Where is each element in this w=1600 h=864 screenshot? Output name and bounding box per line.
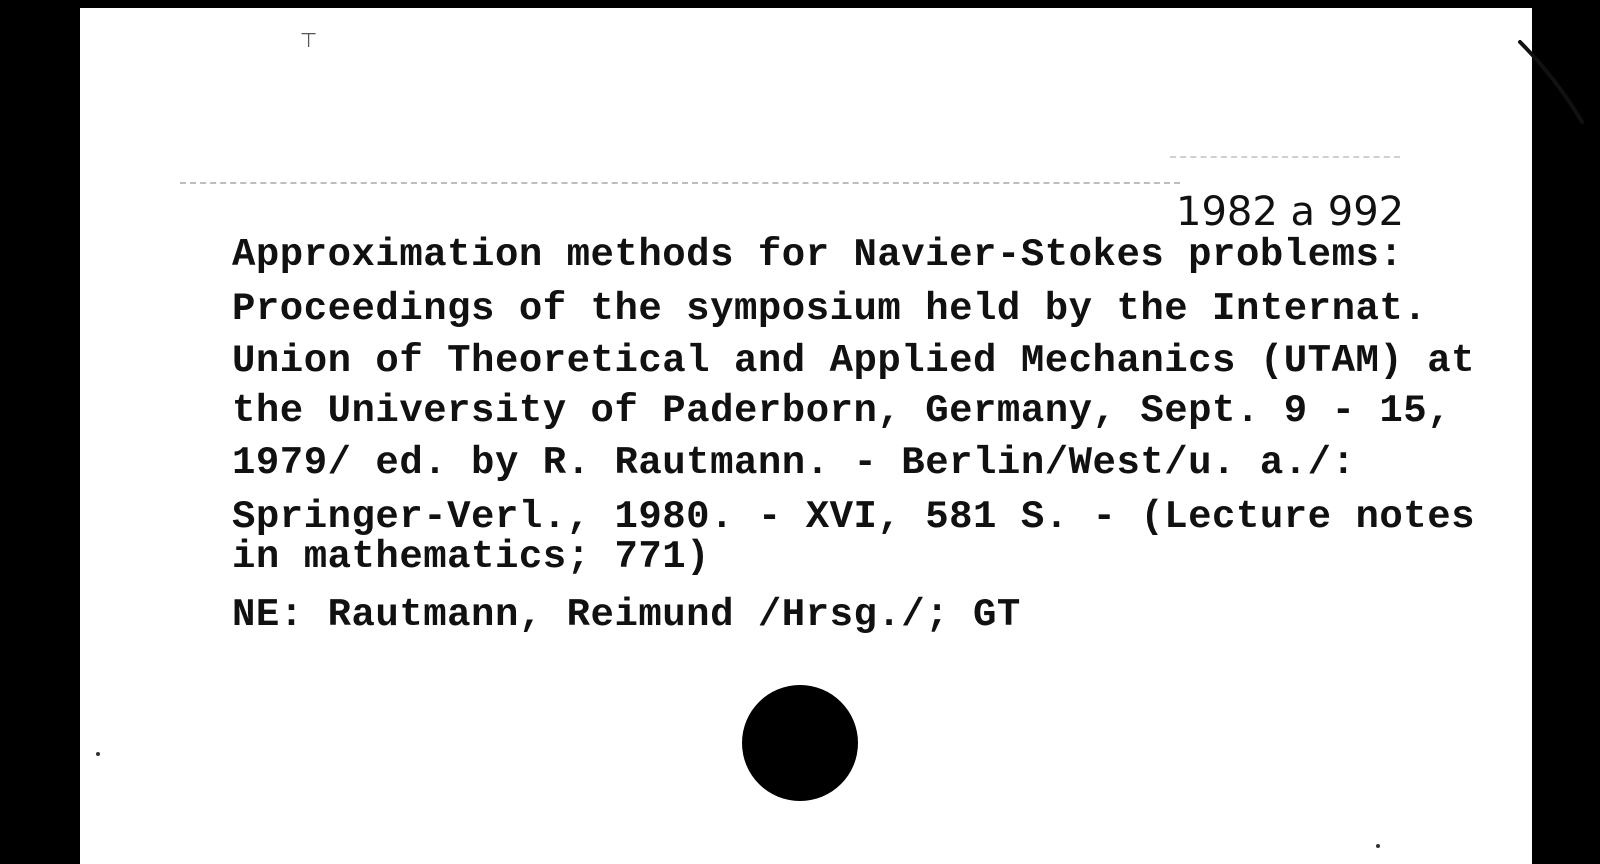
entry-line: Springer-Verl., 1980. - XVI, 581 S. - (Lecture notes <box>232 495 1475 539</box>
entry-line: Union of Theoretical and Applied Mechanics (UTAM) at <box>232 339 1475 383</box>
call-number: 1982 a 992 <box>1176 189 1405 235</box>
entry-line: 1979/ ed. by R. Rautmann. - Berlin/West/u. a./: <box>232 441 1356 485</box>
faint-ruled-line <box>180 182 1180 184</box>
added-entry: NE: Rautmann, Reimund /Hrsg./; GT <box>232 593 1021 637</box>
entry-line: in mathematics; 771) <box>232 535 711 579</box>
punch-hole <box>742 685 858 801</box>
speck <box>96 752 100 756</box>
catalog-card <box>80 8 1532 864</box>
entry-line: the University of Paderborn, Germany, Sept. 9 - 15, <box>232 389 1452 433</box>
pencil-mark: ⊤ <box>300 28 318 52</box>
faint-ruled-line <box>1170 156 1400 158</box>
corner-pen-stroke <box>1516 38 1586 128</box>
entry-line: Proceedings of the symposium held by the Internat. <box>232 287 1428 331</box>
speck <box>1376 844 1380 848</box>
entry-line: Approximation methods for Navier-Stokes problems: <box>232 233 1404 277</box>
